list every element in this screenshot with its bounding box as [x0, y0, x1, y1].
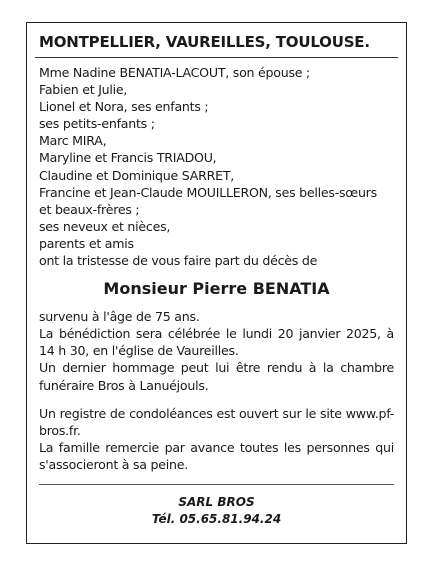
family-line: Fabien et Julie, — [39, 82, 128, 98]
family-line: ses neveux et nièces, — [39, 218, 171, 234]
family-line: parents et amis — [39, 235, 134, 251]
family-line: Marc MIRA, — [39, 133, 107, 149]
funeral-home-footer — [39, 494, 394, 528]
family-line: Mme Nadine BENATIA-LACOUT, son épouse ; — [39, 65, 311, 80]
notice-heading: MONTPELLIER, VAUREILLES, TOULOUSE. — [39, 33, 370, 51]
heading-divider — [35, 57, 398, 58]
deceased-name: Monsieur Pierre BENATIA — [103, 279, 330, 299]
family-list — [39, 64, 394, 269]
detail-ceremony: La bénédiction sera célébrée le lundi 20 janvier 2025, à 14 h 30, en l'église de Vaureilles. — [39, 326, 394, 359]
family-line: Lionel et Nora, ses enfants ; — [39, 99, 209, 115]
family-line: et beaux-frères ; — [39, 201, 140, 217]
detail-tribute: Un dernier hommage peut lui être rendu à la chambre funéraire Bros à Lanuéjouls. — [39, 360, 394, 393]
funeral-home-name: SARL BROS — [178, 494, 255, 509]
family-line: Claudine et Dominique SARRET, — [39, 167, 235, 183]
family-line: ont la tristesse de vous faire part du décès de — [39, 253, 318, 269]
family-line: Maryline et Francis TRIADOU, — [39, 150, 217, 166]
obituary-notice — [26, 22, 407, 544]
paragraph-gap — [39, 394, 394, 405]
family-line: ses petits-enfants ; — [39, 116, 155, 132]
family-line: Francine et Jean-Claude MOUILLERON, ses belles-sœurs — [39, 184, 377, 200]
funeral-home-phone: Tél. 05.65.81.94.24 — [151, 511, 282, 526]
condolence-register: Un registre de condoléances est ouvert sur le site www.pf-bros.fr. — [39, 405, 394, 438]
footer-divider — [39, 484, 394, 485]
detail-age: survenu à l'âge de 75 ans. — [39, 309, 200, 325]
family-thanks: La famille remercie par avance toutes les personnes qui s'associeront à sa peine. — [39, 439, 394, 472]
